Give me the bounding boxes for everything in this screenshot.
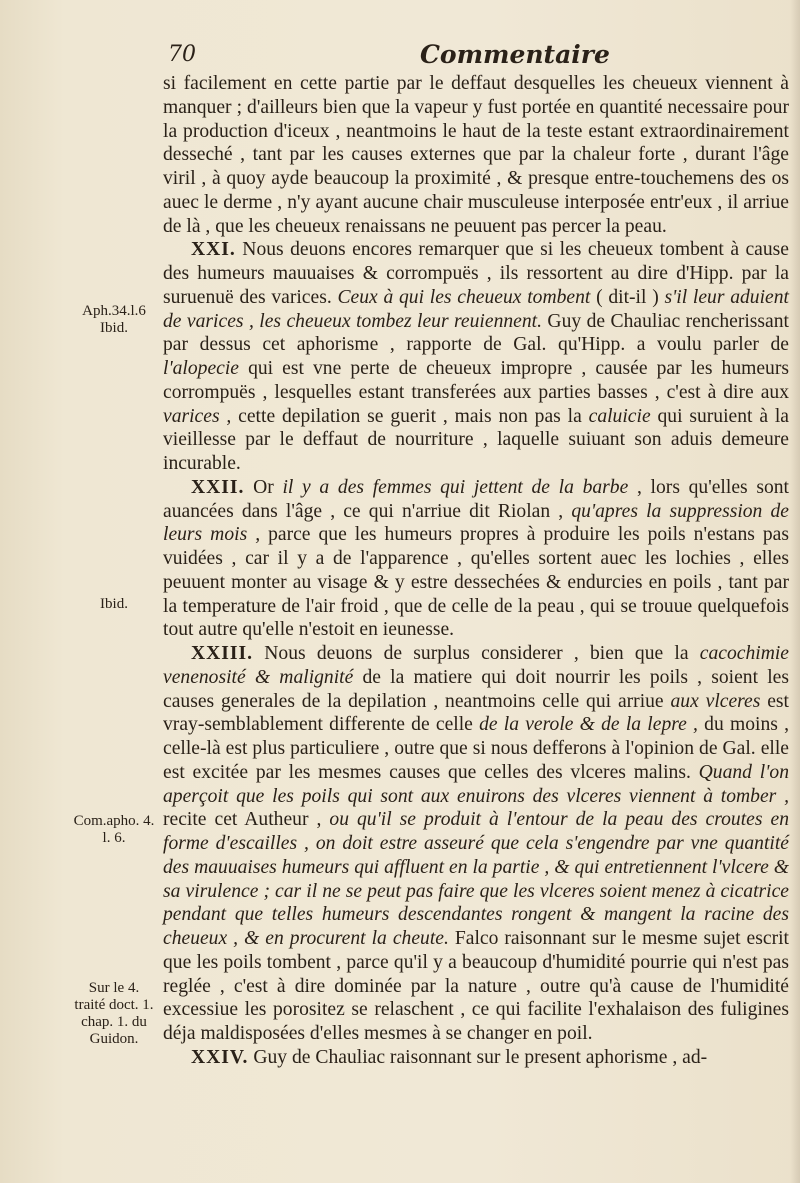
section-paragraph: [163, 1046, 789, 1070]
italic-quote: l'alopecie: [163, 358, 240, 379]
italic-quote: ou qu'il se produit à l'entour de la peau des croutes en forme d'escailles , on doit estre asseuré que cela s'engendre par vne quantité des mauuaises humeurs qui affluent en la partie , & qui entretiennent l'vlcere & sa virulence ; car il ne se peut pas faire que les vlceres soient menez à cicatrice pendant que telles humeurs descendantes rongent & mangent la racine des cheueux , & en procurent la cheute.: [163, 809, 789, 949]
commentary-text: [163, 72, 789, 1070]
italic-quote: varices ,: [163, 405, 232, 427]
section-number: XXIII.: [191, 643, 254, 664]
italic-quote: s'il leur aduient de varices , les cheueux tombez leur reuiennent.: [163, 286, 789, 332]
margin-note-com-apho: Com.apho. 4. l. 6.: [73, 813, 155, 846]
text-run: Nous deuons encores remarquer que si les cheueux tombent à cause des humeurs mauuaises & corrompuës , ils ressortent au dire d'Hipp. par la suruenuë des varices.: [163, 239, 789, 308]
text-run: Nous deuons de surplus considerer , bien que la: [253, 643, 700, 664]
text-run: , lors qu'elles sont auancées dans l'âge , ce qui n'arriue dit Riolan ,: [163, 476, 789, 522]
text-run: est vray-semblablement differente de celle: [163, 690, 789, 736]
italic-quote: Ceux à qui les cheueux tombent: [337, 286, 591, 308]
text-run: Guy de Chauliac rencherissant par dessus cet aphorisme , rapporte de Gal. qu'Hipp. a voulu parler de: [163, 310, 789, 356]
italic-quote: de la verole & de la lepre ,: [479, 714, 698, 736]
margin-note-guidon: Sur le 4. traité doct. 1. chap. 1. du Guidon.: [74, 980, 154, 1047]
italic-quote: caluicie: [588, 405, 651, 427]
section-number: XXIV.: [191, 1046, 249, 1068]
margin-note-ibid: Ibid.: [100, 596, 128, 612]
running-title: Commentaire: [420, 40, 610, 69]
page-edge-shadow: [790, 0, 800, 1183]
italic-quote: cacochimie venenosité & malignité: [163, 643, 789, 688]
text-run: recite cet Autheur ,: [163, 809, 330, 831]
text-run: qui suruient à la vieillesse par le deffaut de nourriture , laquelle suiuant son aduis demeure incurable.: [163, 405, 789, 474]
margin-note-aph: Aph.34.l.6 Ibid.: [82, 303, 146, 336]
italic-quote: qu'apres la suppression de leurs mois ,: [163, 500, 789, 546]
text-run: cette depilation se guerit , mais non pas la: [231, 405, 589, 427]
text-run: qui est vne perte de cheueux impropre , causée par les humeurs corrompuës , lesquelles estant transferées aux parties basses , c'est à dire aux: [163, 358, 789, 403]
continuation-paragraph: [163, 72, 789, 238]
italic-quote: il y a des femmes qui jettent de la barbe: [282, 476, 629, 498]
italic-quote: Quand l'on aperçoit que les poils qui sont aux enuirons des vlceres viennent à tomber ,: [163, 761, 789, 807]
text-run: de la matiere qui doit nourrir les poils , soient les causes generales de la depilation , neantmoins celle qui arriue: [163, 666, 789, 712]
page-number: 70: [168, 42, 196, 67]
text-run: Falco raisonnant sur le mesme sujet escrit que les poils tombent , parce qu'il y a beaucoup d'humidité pourrie qui n'est pas reglée , c'est à dire dominée par la nature , outre qu'à cause de l'humidité excessiue les porositez se relaschent , ce qui facilite l'exhalaison des fuligines déja maldisposées d'elles mesmes à se changer en poil.: [163, 928, 789, 1044]
text-run: parce que les humeurs propres à produire les poils n'estans pas vuidées , car il y a de l'apparence , qu'elles sortent auec les lochies , elles peuuent monter au visage & y estre dessechées & endurcies en poils , tant par la temperature de l'air froid , que de celle de la peau , qui se trouue quelquefois tout autre qu'elle n'estoit en ieunesse.: [163, 524, 789, 641]
section-number: XXII.: [191, 476, 245, 498]
text-run: du moins , celle-là est plus particuliere , outre que si nous defferons à l'opinion de Gal. elle est excitée par les mesmes causes que celles des vlceres malins.: [163, 714, 789, 783]
text-run: Or: [244, 476, 283, 498]
text-run: si facilement en cette partie par le deffaut desquelles les cheueux viennent à manquer ; d'ailleurs bien que la vapeur y fust portée en quantité necessaire pour la production d'iceux , neantmoins le haut de la teste estant extraordinairement desseché , tant par les causes externes que par la chaleur forte , durant l'âge viril , à quoy ayde beaucoup la proximité , & presque entre-touchemens des os auec le derme , n'y ayant aucune chair musculeuse interposée entr'eux , il arriue de là , que les cheueux renaissans ne peuuent pas percer la peau.: [163, 73, 789, 237]
section-paragraph: [163, 476, 789, 642]
section-number: XXI.: [191, 239, 236, 261]
text-run: Guy de Chauliac raisonnant sur le present aphorisme , ad-: [248, 1046, 708, 1068]
italic-quote: aux vlceres: [670, 690, 761, 712]
section-paragraph: [163, 238, 789, 476]
section-paragraph: [163, 642, 789, 1046]
text-run: ( dit-il ): [590, 286, 665, 308]
